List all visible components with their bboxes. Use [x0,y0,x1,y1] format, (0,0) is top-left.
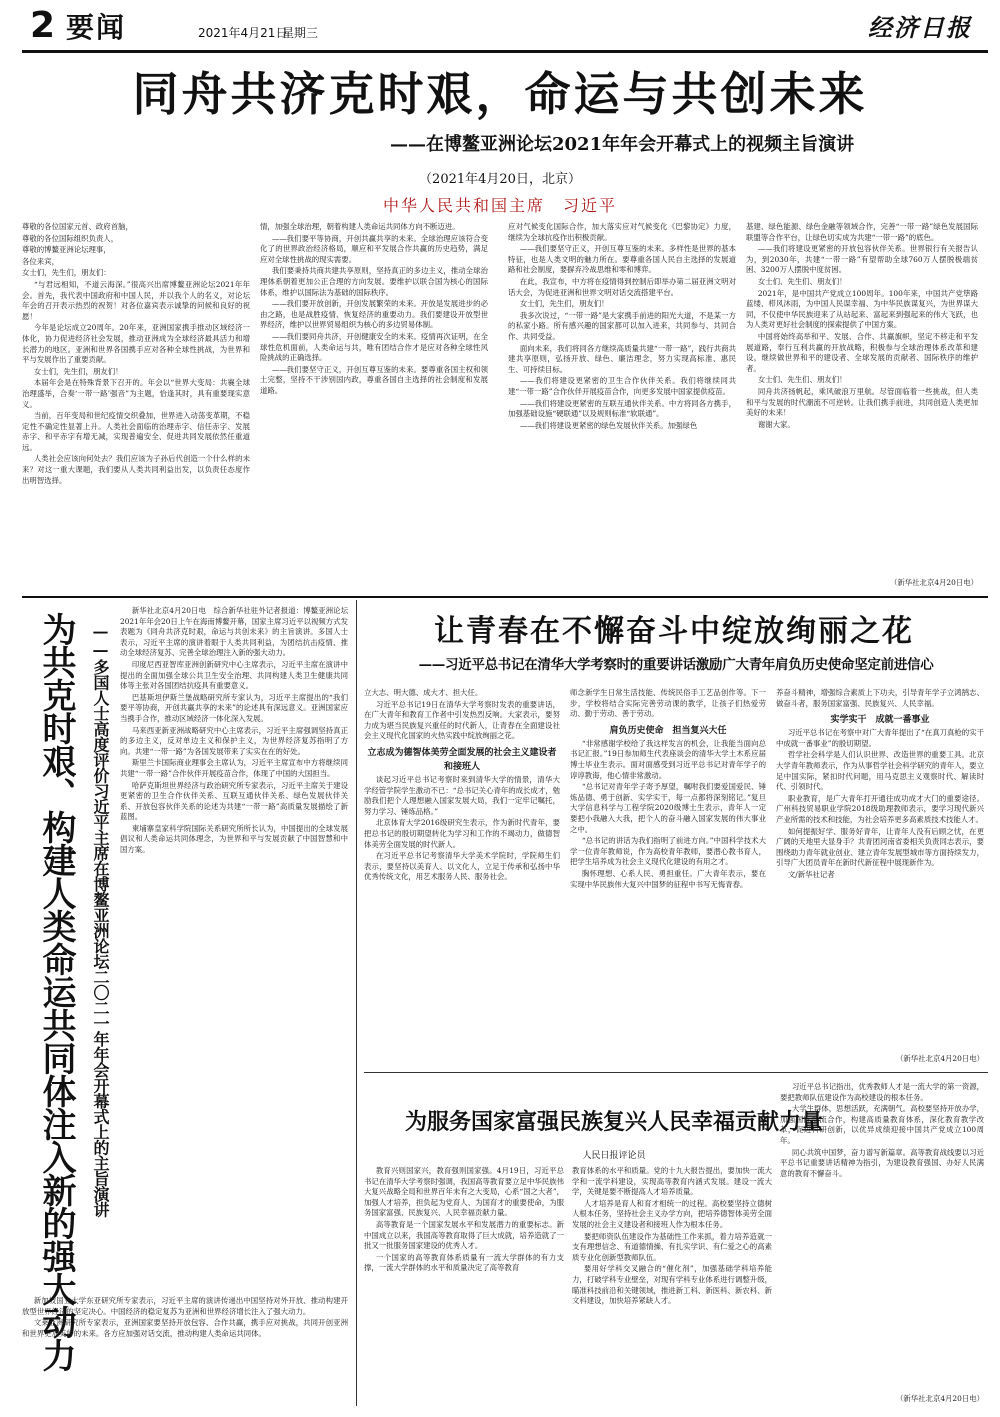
lead-column-2 [260,222,488,592]
lead-p: 女士们，先生们，朋友们！ [519,299,609,309]
service-column-2 [572,1166,772,1406]
youth-p: 职业教育，是广大青年打开通往成功成才大门的重要途径。广州科技贸易职业学院2018级助理教师表示，要学习现代新兴产业所需的技术和技能，为社会培养更多高素质技术技能人才。 [776,793,984,824]
youth-heading: 实学实干 成就一番事业 [830,715,930,726]
service-byline: 人民日报评论员 [582,1151,646,1161]
left-story-p: 哈萨克斯坦世界经济与政治研究所专家表示，习近平主席关于建设更紧密的卫生合作伙伴关系、互联互通伙伴关系、绿色发展伙伴关系、开放包容伙伴关系的论述为共建“一带一路”高质量发展描绘了新蓝图。 [120,780,348,822]
left-story-p: 巴基斯坦伊斯兰堡战略研究所专家认为，习近平主席提出的“我们要平等协商，开创共赢共享的未来”的论述具有深远意义。亚洲国家应当携手合作，推动区域经济一体化深入发展。 [120,692,348,723]
lead-p: ——我们要平等协商，开创共赢共享的未来。全球治理应该符合变化了的世界政治经济格局，顺应和平发展合作共赢的历史趋势，满足应对全球性挑战的现实需要。 [260,233,488,264]
lead-p: 在此，我宣布，中方将在疫情得到控制后即举办第二届亚洲文明对话大会，为促进亚洲和世界文明对话交流搭建平台。 [508,276,736,297]
youth-p: “总书记对青年学子寄予厚望，嘱咐我们要爱国爱民、锤炼品德、勇于创新、实学实干，每一点都将深刻铭记。”复旦大学信息科学与工程学院2020级博士生表示，青年人一定要把小我融入大我，把个人的奋斗融入国家发展的伟大事业之中。 [570,782,766,834]
lead-p: ——我们要同舟共济，开创健康安全的未来。疫情再次证明，在全球性危机面前，人类命运与共，唯有团结合作才是应对各种全球性风险挑战的正确选择。 [260,331,488,363]
lead-footer: （新华社北京4月20日电） [889,578,978,587]
youth-p: 胸怀理想、心系人民、勇担重任。广大青年表示，要在实现中华民族伟大复兴中国梦的征程中书写无悔青春。 [570,868,766,889]
lead-p: 谢谢大家。 [757,419,795,429]
lead-p: “与君远相知，不道云海深。”很高兴出席博鳌亚洲论坛2021年年会。首先，我代表中国政府和中国人民，并以我个人的名义，对论坛年会的召开表示热烈的祝贺！对各位嘉宾表示诚挚的问候和良好的祝愿！ [22,279,250,321]
lead-p: ——我们将建设更紧密的开放包容伙伴关系。世界银行有关报告认为，到2030年，共建“一带一路”有望帮助全球760万人摆脱极端贫困、3200万人摆脱中度贫困。 [746,244,978,275]
service-p: 同心共筑中国梦，奋力谱写新篇章。高等教育战线要以习近平总书记重要讲话精神为指引，为建设教育强国、办好人民满意的教育不懈奋斗。 [780,1147,984,1178]
story-divider [364,1072,988,1073]
lead-p: 同舟共济扬帆起，乘风破浪万里航。尽管面临着一些挑战，但人类和平与发展的时代潮流不可逆转。让我们携手前进，共同创造人类更加美好的未来！ [746,386,978,418]
youth-p: 习近平总书记19日在清华大学考察时发表的重要讲话，在广大青年和教育工作者中引发热烈反响。大家表示，要努力成为堪当民族复兴重任的时代新人，让青春在全面建设社会主义现代化国家的火热实践中绽放绚丽之花。 [364,699,560,741]
youth-heading: 立志成为德智体美劳全面发展的社会主义建设者和接班人 [367,747,557,772]
left-story-p: 文莱亚洲研究所专家表示，亚洲国家要坚持开放包容、合作共赢，携手应对挑战，共同开创亚洲和世界更加美好的未来。各方应加强对话交流，推动构建人类命运共同体。 [22,1318,348,1338]
youth-p: 哲学社会科学是人们认识世界、改造世界的重要工具。北京大学青年教师表示，作为从事哲学社会科学研究的青年人，要立足中国实际，紧扣时代问题，用马克思主义观察时代、解读时代、引领时代。 [776,750,984,792]
left-story-p: 马来西亚新亚洲战略研究中心主席表示，习近平主席强调坚持真正的多边主义，反对单边主义和保护主义，为世界经济复苏指明了方向。共建“一带一路”为各国发展带来了实实在在的好处。 [120,725,348,756]
lead-p: 今年是论坛成立20周年。20年来，亚洲国家携手推动区域经济一体化，协力促进经济社会发展，推动亚洲成为全球经济最具活力和增长潜力的地区。亚洲和世界各国携手应对各种全球性挑战，为世界和平与发展作出了重要贡献。 [22,323,250,365]
lead-byline: 中华人民共和国主席 习近平 [382,196,617,215]
service-title: 为服务国家富强民族复兴人民幸福贡献力量 [404,1110,823,1135]
lead-column-3 [508,222,736,592]
lead-p: 尊敬的博鳌亚洲论坛理事， [22,245,111,255]
youth-p: 师念新学生日常生活技能、传统民俗手工艺品创作等。下一步，学校将结合实际完善劳动课的教学，让孩子们热爱劳动、勤于劳动、善于劳动。 [570,688,766,719]
lead-p: 人类社会应该向何处去？我们应该为子孙后代创造一个什么样的未来？对这一重大课题，我们要从人类共同利益出发，以负责任态度作出明智选择。 [22,454,250,485]
left-story-body-bottom [22,1296,348,1408]
service-p: 人才培养是育人和育才相统一的过程。高校要坚持立德树人根本任务，坚持社会主义办学方向，把培养德智体美劳全面发展的社会主义建设者和接班人作为根本任务。 [572,1198,772,1229]
left-story-p: 柬埔寨皇家科学院国际关系研究所所长认为，中国提出的全球发展倡议和人类命运共同体理念，为世界和平与发展贡献了中国智慧和中国方案。 [120,823,348,855]
lead-p: 应对气候变化国际合作，加大落实应对气候变化《巴黎协定》力度，继续为全球抗疫作出积极贡献。 [508,222,736,242]
lead-p: ——我们要坚守正义，开创互尊互鉴的未来。要尊重各国主权和领土完整，坚持不干涉别国内政，尊重各国自主选择的社会制度和发展道路。 [260,364,488,395]
lead-p: ——我们将建设更紧密的互联互通伙伴关系。中方将同各方携手，加强基础设施“硬联通”以及规则标准“软联通”。 [508,398,736,419]
page-number: 2 [30,5,56,46]
section-name: 要闻 [66,11,127,44]
lead-p: 我多次说过，“一带一路”是大家携手前进的阳光大道，不是某一方的私家小路。所有感兴趣的国家都可以加入进来，共同参与、共同合作、共同受益。 [508,310,736,341]
lead-p: ——我们要开放创新，开创发展繁荣的未来。开放是发展进步的必由之路，也是战胜疫情、恢复经济的重要动力。我们要建设开放型世界经济，维护以世界贸易组织为核心的多边贸易体制。 [260,299,488,330]
youth-p: 养奋斗精神，增强综合素质上下功夫，引导青年学子立鸿鹄志、做奋斗者，服务国家富强、民族复兴、人民幸福。 [776,688,984,708]
left-story-body-top [120,606,348,1122]
lead-p: 我们要秉持共商共建共享原则，坚持真正的多边主义，推动全球治理体系朝着更加公正合理的方向发展。要维护以联合国为核心的国际体系，维护以国际法为基础的国际秩序。 [260,266,488,297]
youth-p: 北京体育大学2016级研究生表示，作为新时代青年，要把总书记的殷切期望转化为学习和工作的不竭动力，做德智体美劳全面发展的时代新人。 [364,818,560,849]
masthead-rule [22,50,988,53]
service-p: 习近平总书记指出，优秀教师人才是一流大学的第一资源，要把教师队伍建设作为高校建设的根本任务。 [780,1082,984,1102]
youth-p: “非常感谢学校给了我这样发言的机会，让我能当面向总书记汇报。”19日参加师生代表座谈会的清华大学土木系应届博士毕业生表示。面对面感受到习近平总书记对青年学子的谆谆教诲，他心情非常激动。 [570,738,766,780]
youth-title: 让青春在不懈奋斗中绽放绚丽之花 [434,614,914,649]
lead-p: 尊敬的各位国际组织负责人， [22,233,119,243]
lead-p: 当前，百年变局和世纪疫情交织叠加，世界进入动荡变革期，不稳定性不确定性显著上升。人类社会面临的治理赤字、信任赤字、发展赤字、和平赤字有增无减，实现普遍安全、促进共同发展依然任重道远。 [22,411,250,452]
service-column-3 [780,1082,984,1392]
youth-footer: （新华社北京4月20日电） [895,1054,984,1063]
youth-column-2 [570,688,766,1068]
lead-dateline: （2021年4月20日，北京） [419,172,581,187]
lead-p: 2021年，是中国共产党成立100周年。100年来，中国共产党筚路蓝缕、栉风沐雨，为中国人民谋幸福、为中华民族谋复兴，为世界谋大同，不仅使中华民族迎来了从站起来、富起来到强起来的伟大飞跃，也为人类对更好社会制度的探索提供了中国方案。 [746,288,978,330]
left-story-p: 新加坡国立大学东亚研究所专家表示，习近平主席的演讲传递出中国坚持对外开放、推动构建开放型世界经济的坚定决心。中国经济的稳定复苏为亚洲和世界经济增长注入了强大动力。 [22,1296,348,1316]
service-column-1 [364,1166,564,1406]
lead-p: 尊敬的各位国家元首、政府首脑， [22,222,133,231]
lead-column-4 [746,222,978,578]
service-p: 要用好学科交叉融合的“催化剂”，加强基础学科培养能力，打破学科专业壁垒，对现有学科专业体系进行调整升级，瞄准科技前沿和关键领域，推进新工科、新医科、新农科、新文科建设，加快培养紧缺人才。 [572,1264,772,1306]
left-story-p: 新华社北京4月20日电 综合新华社驻外记者报道：博鳌亚洲论坛2021年年会20日上午在海南博鳌开幕，国家主席习近平以视频方式发表题为《同舟共济克时艰，命运与共创未来》的主旨演讲。多国人士表示，习近平主席的演讲着眼于人类共同利益，为团结抗击疫情、推动全球经济复苏、完善全球治理注入新的强大动力。 [120,606,348,658]
youth-p: 在习近平总书记考察清华大学美术学院时，学院师生们表示，要坚持以美育人、以文化人，立足于传承和弘扬中华优秀传统文化，用艺术服务人民、服务社会。 [364,851,560,882]
section-divider [22,596,988,598]
service-p: 高等教育是一个国家发展水平和发展潜力的重要标志。新中国成立以来，我国高等教育取得了巨大成就，培养造就了一批又一批服务国家建设的优秀人才。 [364,1219,564,1251]
lead-p: 女士们、先生们、朋友们！ [757,276,847,286]
youth-heading: 肩负历史使命 担当复兴大任 [609,725,727,736]
service-p: 要把师资队伍建设作为基础性工作来抓，着力培养造就一支有理想信念、有道德情操、有扎实学识、有仁爱之心的高素质专业化创新型教师队伍。 [572,1231,772,1262]
lead-p: 中国将始终高举和平、发展、合作、共赢旗帜，坚定不移走和平发展道路，奉行互利共赢的开放战略，积极参与全球治理体系改革和建设，继续做世界和平的建设者、全球发展的贡献者、国际秩序的维护者。 [746,331,978,373]
lead-title: 同舟共济克时艰，命运与共创未来 [132,67,868,121]
lead-subtitle: ——在博鳌亚洲论坛2021年年会开幕式上的视频主旨演讲 [390,134,855,155]
lead-p: 女士们，先生们，朋友们！ [33,366,123,376]
left-story-p: 印度尼西亚智库亚洲创新研究中心主席表示，习近平主席在演讲中提出的全面加强全球公共卫生安全治理、共同构建人类卫生健康共同体等主张对各国团结抗疫具有重要意义。 [120,659,348,691]
youth-p: 文/新华社记者 [787,869,835,879]
lead-p: ——我们将建设更紧密的绿色发展伙伴关系。加强绿色 [519,420,698,430]
lead-p: ——我们将建设更紧密的卫生合作伙伴关系。我们将继续同共建“一带一路”合作伙伴开展疫苗合作，向更多发展中国家提供疫苗。 [508,376,736,396]
youth-p: 习近平总书记在考察中对广大青年提出了“在真刀真枪的实干中成就一番事业”的殷切期望。 [776,728,984,748]
column-divider [356,600,357,1406]
issue-weekday: 星期三 [282,26,319,40]
paper-name: 经济日报 [868,13,972,42]
youth-p: 谈起习近平总书记考察时来到清华大学的情景，清华大学经管学院学生激动不已：“总书记关心青年的成长成才，勉励我们把个人理想融入国家发展大局，我们一定牢记嘱托，努力学习、锤炼品格。” [364,774,560,816]
left-story-title: 为共克时艰、构建人类命运共同体注入新的强大动力 [36,612,76,1371]
youth-column-1 [364,688,560,1068]
service-p: 大学生群体，思想活跃，充满朝气。高校要坚持开放办学，加强国际交流合作，构建高质量教育体系，深化教育教学改革，促进科研创新，以优异成绩迎接中国共产党成立100周年。 [780,1104,984,1145]
youth-p: 如何提振好学、服务好青年，让青年人没有后顾之忧，在更广阔的天地里大显身手？共青团河南省委相关负责同志表示，要围绕助力青年就业创业、建立青年发展型城市等方面持续发力，引导广大团员青年在新时代新征程中展现新作为。 [776,826,984,868]
youth-p: 立大志、明大德、成大才、担大任。 [364,688,483,697]
lead-p: 女士们、先生们、朋友们！ [757,375,847,385]
lead-p: ——我们要坚守正义，开创互尊互鉴的未来。多样性是世界的基本特征，也是人类文明的魅力所在。要尊重各国人民自主选择的发展道路和社会制度，要摒弃冷战思维和零和博弈。 [508,244,736,275]
lead-p: 基建、绿色能源、绿色金融等领域合作，完善“一带一路”绿色发展国际联盟等合作平台，让绿色切实成为共建“一带一路”的底色。 [746,222,978,242]
lead-p: 情，加强全球治理，朝着构建人类命运共同体方向不断迈进。 [260,222,460,231]
youth-subtitle: ——习近平总书记在清华大学考察时的重要讲话激励广大青年肩负历史使命坚定前进信心 [418,657,934,673]
issue-date: 2021年4月21日 [198,26,288,40]
lead-p: 女士们，先生们，朋友们： [22,268,111,278]
service-footer: （新华社北京4月20日电） [895,1394,984,1403]
lead-p: 本届年会是在特殊背景下召开的。年会以“世界大变局：共襄全球治理盛举，合奏‘一带一路’强音”为主题，恰逢其时，具有重要现实意义。 [22,378,250,409]
service-p: 教育兴则国家兴，教育强则国家强。4月19日，习近平总书记在清华大学考察时强调，我国高等教育要立足中华民族伟大复兴战略全局和世界百年未有之大变局，心系“国之大者”，加强人才培养，担负起为党育人、为国育才的重要使命，为服务国家富强、民族复兴、人民幸福贡献力量。 [364,1166,564,1218]
left-story-subtitle: ——多国人士高度评价习近平主席在博鳌亚洲论坛二〇二一年年会开幕式上的主旨演讲 [91,622,110,1217]
youth-p: “总书记的讲话为我们指明了前进方向。”中国科学技术大学一位青年教师说，作为高校青年教师，要潜心教书育人，把学生培养成为社会主义现代化建设的有用之才。 [570,836,766,867]
service-p: 一个国家的高等教育体系质量有一流大学群体的有力支撑，一流大学群体的水平和质量决定了高等教育 [364,1252,564,1273]
youth-column-3 [776,688,984,1052]
lead-column-1 [22,222,250,592]
lead-p: 各位来宾， [22,256,59,266]
service-p: 教育体系的水平和质量。党的十九大报告提出，要加快一流大学和一流学科建设，实现高等教育内涵式发展。建设一流大学，关键是要不断提高人才培养质量。 [572,1166,772,1197]
left-story-p: 斯里兰卡国际商业理事会主席认为，习近平主席宣布中方将继续同共建“一带一路”合作伙伴开展疫苗合作，体现了中国的大国担当。 [120,758,348,778]
masthead [0,0,1000,54]
lead-p: 面向未来，我们将同各方继续高质量共建“一带一路”，践行共商共建共享原则，弘扬开放、绿色、廉洁理念，努力实现高标准、惠民生、可持续目标。 [508,343,736,374]
